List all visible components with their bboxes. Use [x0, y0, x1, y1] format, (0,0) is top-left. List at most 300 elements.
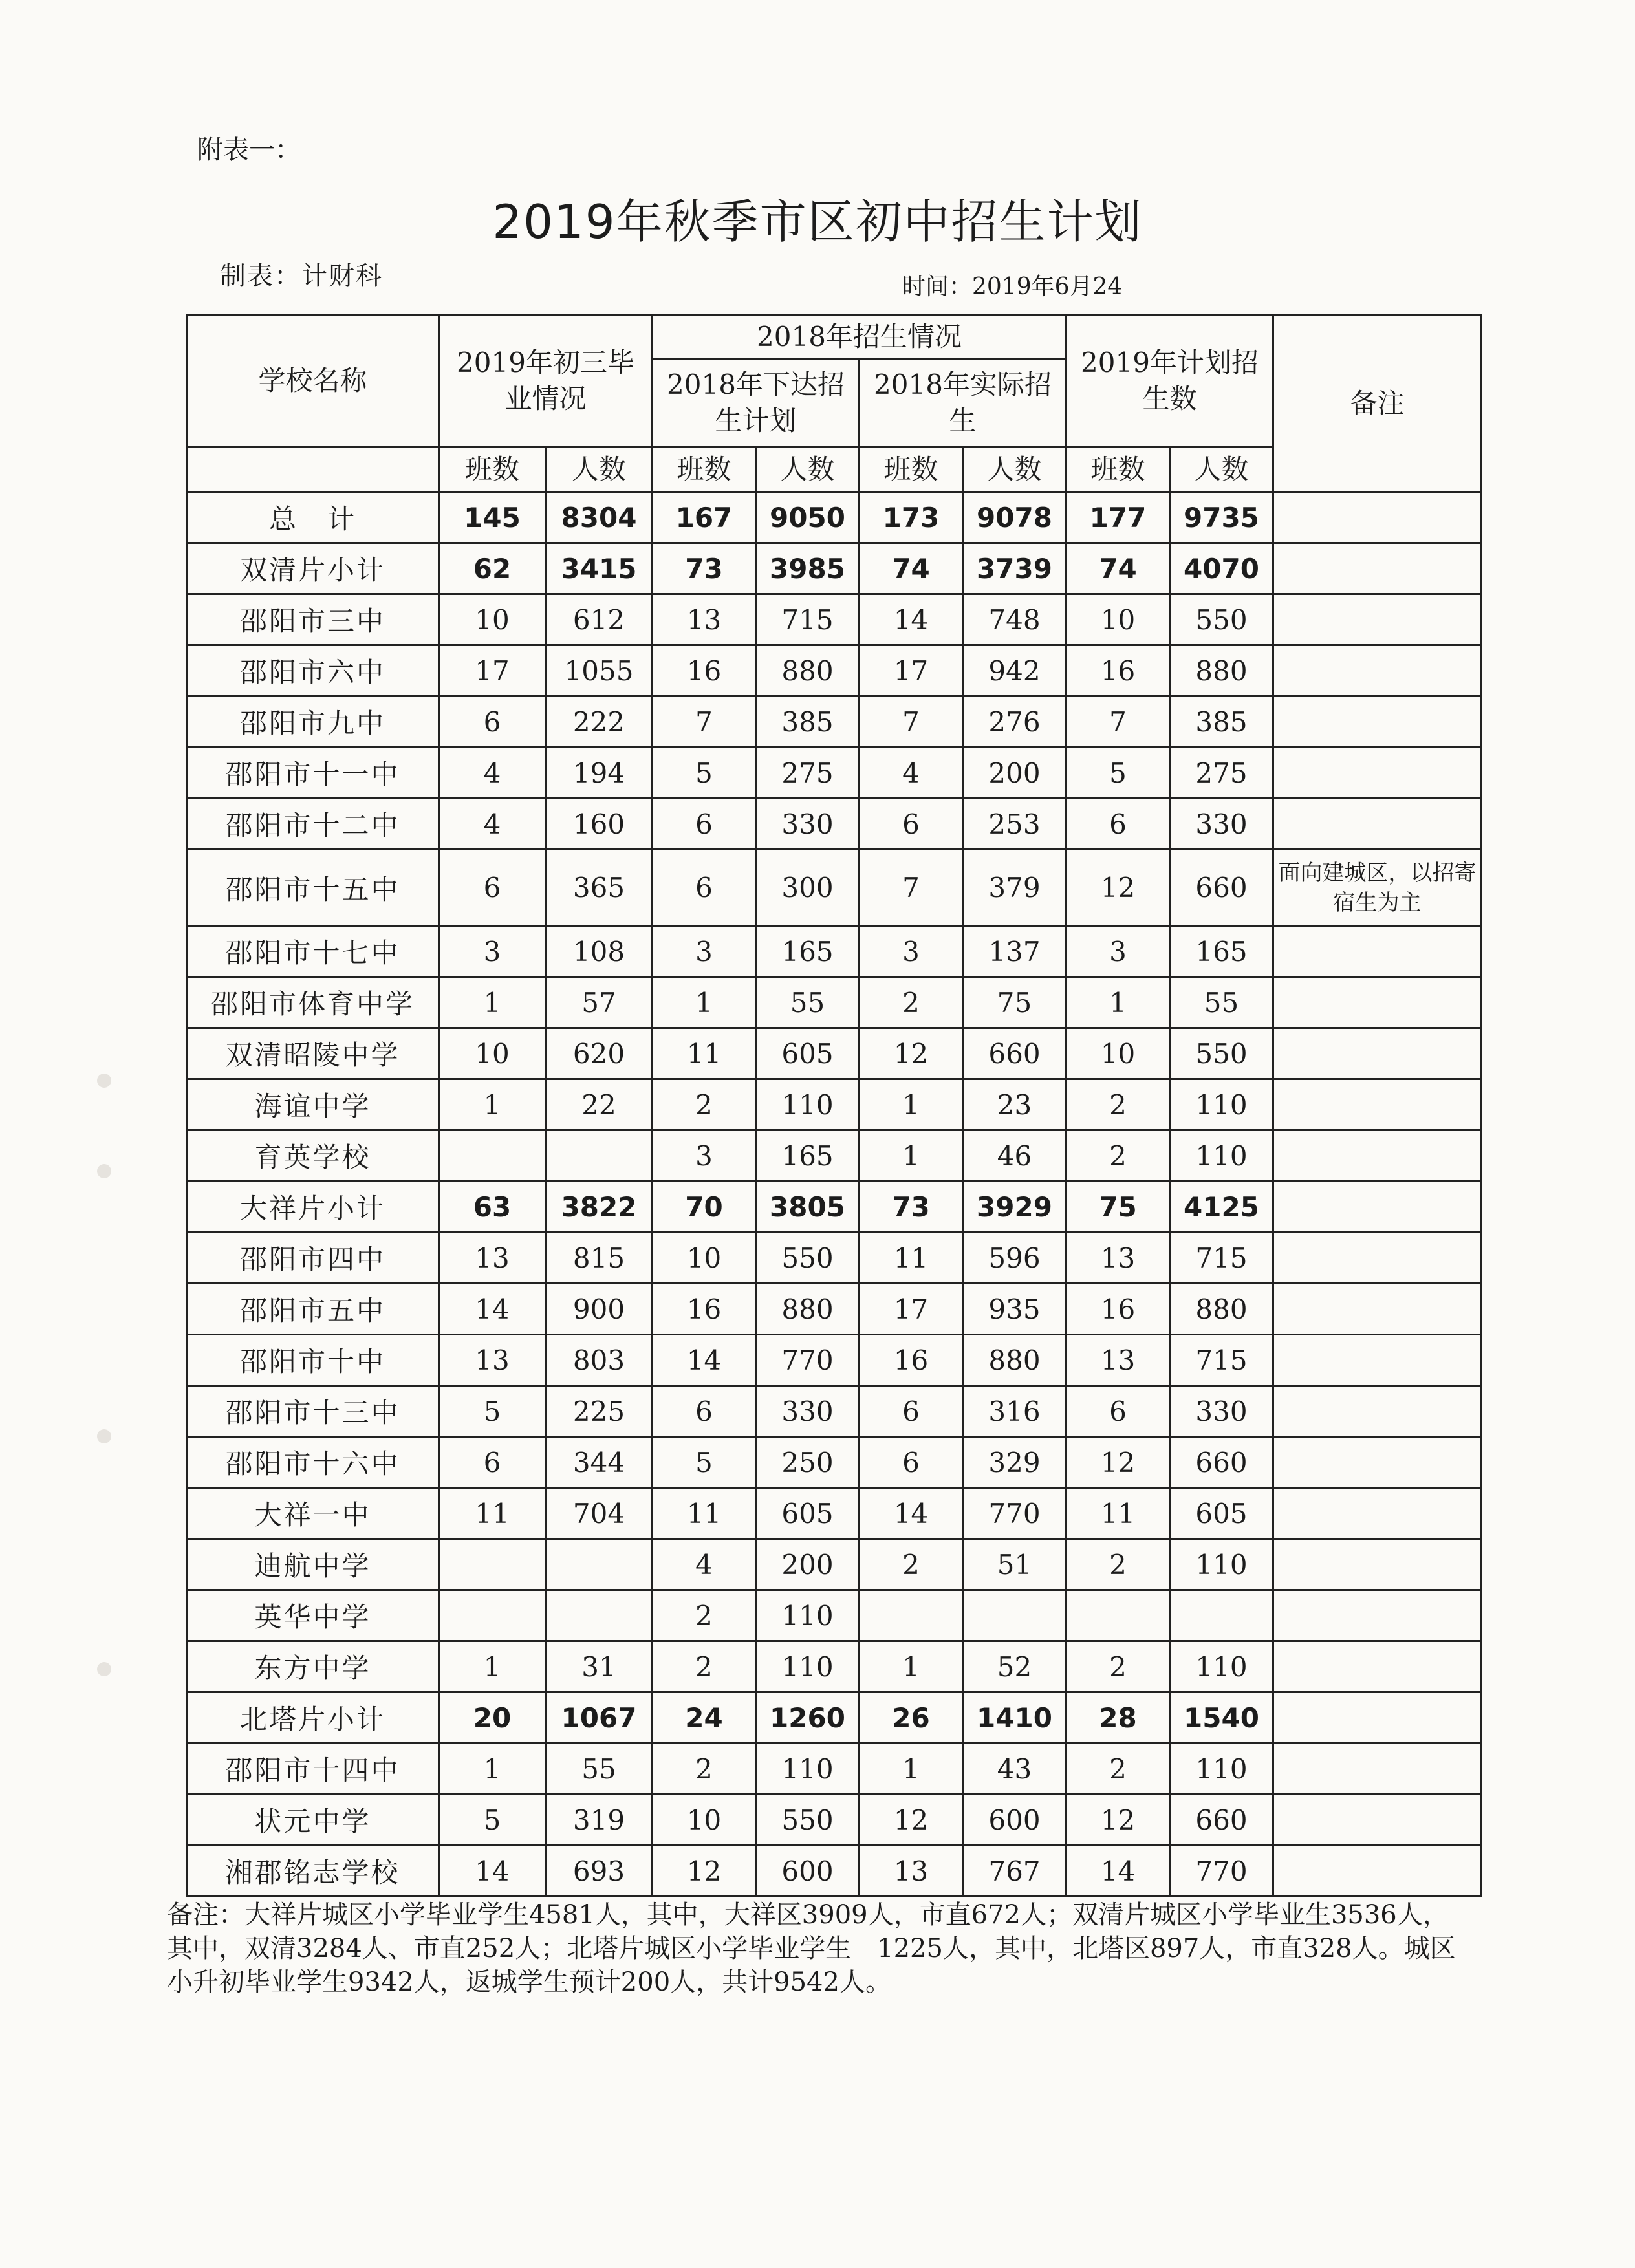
- value-cell: 6: [439, 850, 546, 926]
- value-cell: 6: [653, 850, 756, 926]
- value-cell: 194: [546, 748, 653, 799]
- total-row: [187, 492, 1482, 543]
- value-cell: 385: [756, 697, 860, 748]
- value-cell: 5: [1067, 748, 1170, 799]
- value-cell: 2: [1067, 1539, 1170, 1590]
- note-cell: [1273, 1335, 1482, 1386]
- value-cell: 10: [653, 1233, 756, 1284]
- value-cell: 200: [963, 748, 1067, 799]
- value-cell: 14: [439, 1284, 546, 1335]
- value-cell: 2: [653, 1079, 756, 1130]
- school-name-cell: 总 计: [187, 492, 439, 543]
- value-cell: 4070: [1170, 543, 1273, 594]
- subheader-people: 人数: [546, 447, 653, 492]
- table-row: [187, 1335, 1482, 1386]
- value-cell: 770: [1170, 1846, 1273, 1897]
- value-cell: 14: [860, 1488, 963, 1539]
- value-cell: 73: [860, 1182, 963, 1233]
- note-cell: [1273, 1386, 1482, 1437]
- value-cell: 550: [1170, 1028, 1273, 1079]
- subheader-classes: 班数: [1067, 447, 1170, 492]
- value-cell: 13: [860, 1846, 963, 1897]
- value-cell: 3805: [756, 1182, 860, 1233]
- value-cell: 110: [1170, 1130, 1273, 1182]
- value-cell: 165: [1170, 926, 1273, 977]
- value-cell: 110: [756, 1590, 860, 1641]
- value-cell: 6: [1067, 799, 1170, 850]
- value-cell: 550: [756, 1233, 860, 1284]
- school-name-cell: 湘郡铭志学校: [187, 1846, 439, 1897]
- value-cell: 13: [439, 1233, 546, 1284]
- note-cell: [1273, 1590, 1482, 1641]
- value-cell: 276: [963, 697, 1067, 748]
- table-row: [187, 748, 1482, 799]
- school-name-cell: 状元中学: [187, 1795, 439, 1846]
- value-cell: 2: [1067, 1744, 1170, 1795]
- value-cell: [1170, 1590, 1273, 1641]
- value-cell: 2: [1067, 1130, 1170, 1182]
- value-cell: 1: [860, 1641, 963, 1692]
- school-name-cell: 邵阳市五中: [187, 1284, 439, 1335]
- value-cell: 1260: [756, 1692, 860, 1744]
- punch-hole-mark: [97, 1662, 111, 1676]
- value-cell: 62: [439, 543, 546, 594]
- value-cell: 5: [653, 748, 756, 799]
- table-row: [187, 977, 1482, 1028]
- value-cell: 9078: [963, 492, 1067, 543]
- page-title: 2019年秋季市区初中招生计划: [492, 195, 1143, 249]
- value-cell: 6: [860, 799, 963, 850]
- value-cell: 715: [756, 594, 860, 645]
- note-cell: [1273, 645, 1482, 697]
- value-cell: 330: [756, 799, 860, 850]
- table-row: [187, 1795, 1482, 1846]
- value-cell: 9735: [1170, 492, 1273, 543]
- school-name-cell: 双清片小计: [187, 543, 439, 594]
- value-cell: 222: [546, 697, 653, 748]
- value-cell: 2: [1067, 1079, 1170, 1130]
- value-cell: 46: [963, 1130, 1067, 1182]
- value-cell: 935: [963, 1284, 1067, 1335]
- header-school-name: 学校名称: [187, 315, 439, 447]
- value-cell: 63: [439, 1182, 546, 1233]
- table-row: [187, 697, 1482, 748]
- value-cell: 11: [439, 1488, 546, 1539]
- value-cell: 7: [860, 850, 963, 926]
- school-name-cell: 育英学校: [187, 1130, 439, 1182]
- note-cell: [1273, 594, 1482, 645]
- school-name-cell: 邵阳市十七中: [187, 926, 439, 977]
- value-cell: 880: [756, 1284, 860, 1335]
- value-cell: 6: [653, 799, 756, 850]
- value-cell: 55: [1170, 977, 1273, 1028]
- value-cell: 942: [963, 645, 1067, 697]
- note-cell: [1273, 697, 1482, 748]
- note-cell: [1273, 1130, 1482, 1182]
- school-name-cell: 双清昭陵中学: [187, 1028, 439, 1079]
- value-cell: 4: [439, 799, 546, 850]
- value-cell: 704: [546, 1488, 653, 1539]
- value-cell: 16: [653, 1284, 756, 1335]
- value-cell: 715: [1170, 1335, 1273, 1386]
- school-name-cell: 邵阳市十五中: [187, 850, 439, 926]
- value-cell: 5: [439, 1386, 546, 1437]
- school-name-cell: 邵阳市十一中: [187, 748, 439, 799]
- value-cell: 379: [963, 850, 1067, 926]
- value-cell: 330: [1170, 1386, 1273, 1437]
- value-cell: 57: [546, 977, 653, 1028]
- value-cell: 145: [439, 492, 546, 543]
- value-cell: 1410: [963, 1692, 1067, 1744]
- punch-hole-mark: [97, 1429, 111, 1443]
- note-cell: [1273, 1488, 1482, 1539]
- value-cell: 11: [653, 1028, 756, 1079]
- subtotal-row: [187, 1182, 1482, 1233]
- value-cell: 14: [860, 594, 963, 645]
- value-cell: 715: [1170, 1233, 1273, 1284]
- value-cell: 3: [860, 926, 963, 977]
- value-cell: 1: [439, 1744, 546, 1795]
- value-cell: 550: [1170, 594, 1273, 645]
- value-cell: 12: [860, 1795, 963, 1846]
- header-blank: [187, 447, 439, 492]
- note-cell: [1273, 1437, 1482, 1488]
- value-cell: 17: [439, 645, 546, 697]
- value-cell: 253: [963, 799, 1067, 850]
- value-cell: [439, 1130, 546, 1182]
- value-cell: 160: [546, 799, 653, 850]
- table-row: [187, 799, 1482, 850]
- table-row: [187, 1437, 1482, 1488]
- value-cell: 7: [653, 697, 756, 748]
- punch-hole-mark: [97, 1164, 111, 1178]
- table-row: [187, 1539, 1482, 1590]
- value-cell: 16: [860, 1335, 963, 1386]
- header-2018-actual: 2018年实际招生: [860, 359, 1067, 447]
- value-cell: 2: [653, 1744, 756, 1795]
- value-cell: 620: [546, 1028, 653, 1079]
- value-cell: 9050: [756, 492, 860, 543]
- note-cell: [1273, 1744, 1482, 1795]
- value-cell: 767: [963, 1846, 1067, 1897]
- value-cell: 6: [439, 697, 546, 748]
- value-cell: 1055: [546, 645, 653, 697]
- value-cell: 1: [439, 977, 546, 1028]
- value-cell: 165: [756, 926, 860, 977]
- value-cell: 200: [756, 1539, 860, 1590]
- school-name-cell: 大祥一中: [187, 1488, 439, 1539]
- value-cell: 14: [653, 1335, 756, 1386]
- value-cell: 275: [1170, 748, 1273, 799]
- table-maker: 制表：计财科: [220, 261, 383, 291]
- table-row: [187, 1590, 1482, 1641]
- value-cell: 275: [756, 748, 860, 799]
- value-cell: 880: [1170, 645, 1273, 697]
- value-cell: 344: [546, 1437, 653, 1488]
- value-cell: 13: [653, 594, 756, 645]
- note-cell: [1273, 1079, 1482, 1130]
- value-cell: 10: [653, 1795, 756, 1846]
- value-cell: 1: [860, 1079, 963, 1130]
- table-row: [187, 1744, 1482, 1795]
- value-cell: 6: [860, 1437, 963, 1488]
- value-cell: 14: [439, 1846, 546, 1897]
- value-cell: 16: [1067, 645, 1170, 697]
- value-cell: 16: [653, 645, 756, 697]
- value-cell: 4125: [1170, 1182, 1273, 1233]
- footnote: 备注：大祥片城区小学毕业学生4581人，其中，大祥区3909人，市直672人；双清片城区小学毕业生3536人，其中，双清3284人、市直252人；北塔片城区小学毕业学生 1225人，其中，北塔区897人，市直328人。城区小升初毕业学生9342人，返城学生预计200人，共计9542人。: [167, 1900, 1456, 1997]
- value-cell: [439, 1590, 546, 1641]
- subtotal-row: [187, 543, 1482, 594]
- school-name-cell: 英华中学: [187, 1590, 439, 1641]
- subheader-people: 人数: [963, 447, 1067, 492]
- value-cell: 4: [860, 748, 963, 799]
- value-cell: 3739: [963, 543, 1067, 594]
- value-cell: 1: [1067, 977, 1170, 1028]
- value-cell: 6: [1067, 1386, 1170, 1437]
- value-cell: 70: [653, 1182, 756, 1233]
- value-cell: 3415: [546, 543, 653, 594]
- value-cell: 165: [756, 1130, 860, 1182]
- value-cell: 600: [963, 1795, 1067, 1846]
- value-cell: 693: [546, 1846, 653, 1897]
- value-cell: 12: [1067, 850, 1170, 926]
- value-cell: 3: [653, 926, 756, 977]
- value-cell: [860, 1590, 963, 1641]
- value-cell: 13: [1067, 1233, 1170, 1284]
- school-name-cell: 海谊中学: [187, 1079, 439, 1130]
- value-cell: 225: [546, 1386, 653, 1437]
- value-cell: 173: [860, 492, 963, 543]
- value-cell: 1: [860, 1130, 963, 1182]
- value-cell: 12: [1067, 1437, 1170, 1488]
- school-name-cell: 邵阳市十二中: [187, 799, 439, 850]
- note-cell: [1273, 926, 1482, 977]
- value-cell: 73: [653, 543, 756, 594]
- value-cell: 3822: [546, 1182, 653, 1233]
- value-cell: 3929: [963, 1182, 1067, 1233]
- subtotal-row: [187, 1692, 1482, 1744]
- value-cell: 110: [756, 1744, 860, 1795]
- note-cell: [1273, 748, 1482, 799]
- table-row: [187, 1488, 1482, 1539]
- school-name-cell: 邵阳市十四中: [187, 1744, 439, 1795]
- note-cell: [1273, 543, 1482, 594]
- note-cell: [1273, 1233, 1482, 1284]
- value-cell: 55: [756, 977, 860, 1028]
- value-cell: 8304: [546, 492, 653, 543]
- value-cell: 110: [756, 1641, 860, 1692]
- value-cell: 11: [1067, 1488, 1170, 1539]
- value-cell: 10: [439, 1028, 546, 1079]
- value-cell: 660: [963, 1028, 1067, 1079]
- value-cell: 330: [756, 1386, 860, 1437]
- school-name-cell: 邵阳市十中: [187, 1335, 439, 1386]
- value-cell: 2: [653, 1590, 756, 1641]
- value-cell: 770: [756, 1335, 860, 1386]
- value-cell: 1: [653, 977, 756, 1028]
- value-cell: 75: [963, 977, 1067, 1028]
- value-cell: 550: [756, 1795, 860, 1846]
- value-cell: 770: [963, 1488, 1067, 1539]
- value-cell: 300: [756, 850, 860, 926]
- school-name-cell: 邵阳市三中: [187, 594, 439, 645]
- attachment-label: 附表一：: [197, 135, 301, 165]
- header-2019-plan: 2019年计划招生数: [1067, 315, 1273, 447]
- value-cell: 17: [860, 1284, 963, 1335]
- note-cell: [1273, 977, 1482, 1028]
- note-cell: [1273, 1028, 1482, 1079]
- value-cell: 110: [1170, 1641, 1273, 1692]
- header-note: 备注: [1273, 315, 1482, 492]
- header-2019-graduates: 2019年初三毕业情况: [439, 315, 653, 447]
- value-cell: 5: [653, 1437, 756, 1488]
- school-name-cell: 邵阳市四中: [187, 1233, 439, 1284]
- value-cell: 2: [653, 1641, 756, 1692]
- value-cell: 10: [1067, 594, 1170, 645]
- enrollment-plan-table: [186, 314, 1482, 1897]
- value-cell: 23: [963, 1079, 1067, 1130]
- note-cell: [1273, 492, 1482, 543]
- school-name-cell: 迪航中学: [187, 1539, 439, 1590]
- value-cell: 605: [1170, 1488, 1273, 1539]
- value-cell: 43: [963, 1744, 1067, 1795]
- value-cell: 660: [1170, 1437, 1273, 1488]
- table-row: [187, 1028, 1482, 1079]
- note-cell: [1273, 1539, 1482, 1590]
- value-cell: 28: [1067, 1692, 1170, 1744]
- school-name-cell: 东方中学: [187, 1641, 439, 1692]
- value-cell: 137: [963, 926, 1067, 977]
- value-cell: 110: [756, 1079, 860, 1130]
- note-cell: [1273, 1846, 1482, 1897]
- value-cell: 3: [439, 926, 546, 977]
- value-cell: 319: [546, 1795, 653, 1846]
- table-row: [187, 645, 1482, 697]
- value-cell: 803: [546, 1335, 653, 1386]
- value-cell: 316: [963, 1386, 1067, 1437]
- note-cell: [1273, 1641, 1482, 1692]
- table-row: [187, 1386, 1482, 1437]
- value-cell: 17: [860, 645, 963, 697]
- value-cell: 5: [439, 1795, 546, 1846]
- header-2018-issued-plan: 2018年下达招生计划: [653, 359, 860, 447]
- value-cell: 3985: [756, 543, 860, 594]
- value-cell: 110: [1170, 1079, 1273, 1130]
- value-cell: 108: [546, 926, 653, 977]
- value-cell: 385: [1170, 697, 1273, 748]
- value-cell: 4: [439, 748, 546, 799]
- value-cell: 10: [1067, 1028, 1170, 1079]
- value-cell: 75: [1067, 1182, 1170, 1233]
- table-row: [187, 1284, 1482, 1335]
- value-cell: 12: [653, 1846, 756, 1897]
- value-cell: 13: [1067, 1335, 1170, 1386]
- note-cell: [1273, 1284, 1482, 1335]
- value-cell: 177: [1067, 492, 1170, 543]
- subheader-classes: 班数: [439, 447, 546, 492]
- value-cell: 1: [439, 1079, 546, 1130]
- school-name-cell: 北塔片小计: [187, 1692, 439, 1744]
- table-row: [187, 1641, 1482, 1692]
- value-cell: [546, 1539, 653, 1590]
- value-cell: 612: [546, 594, 653, 645]
- value-cell: 1: [860, 1744, 963, 1795]
- value-cell: 20: [439, 1692, 546, 1744]
- value-cell: 52: [963, 1641, 1067, 1692]
- value-cell: 11: [860, 1233, 963, 1284]
- value-cell: 12: [860, 1028, 963, 1079]
- value-cell: 1540: [1170, 1692, 1273, 1744]
- value-cell: 26: [860, 1692, 963, 1744]
- value-cell: 2: [860, 1539, 963, 1590]
- value-cell: 900: [546, 1284, 653, 1335]
- value-cell: 110: [1170, 1744, 1273, 1795]
- table-row: [187, 1130, 1482, 1182]
- value-cell: 3: [653, 1130, 756, 1182]
- value-cell: 55: [546, 1744, 653, 1795]
- value-cell: [1067, 1590, 1170, 1641]
- value-cell: [963, 1590, 1067, 1641]
- value-cell: 815: [546, 1233, 653, 1284]
- value-cell: 365: [546, 850, 653, 926]
- value-cell: 880: [756, 645, 860, 697]
- value-cell: 7: [1067, 697, 1170, 748]
- school-name-cell: 邵阳市十三中: [187, 1386, 439, 1437]
- table-row: [187, 594, 1482, 645]
- value-cell: 74: [1067, 543, 1170, 594]
- subheader-classes: 班数: [653, 447, 756, 492]
- subheader-people: 人数: [756, 447, 860, 492]
- header-2018-enrollment: 2018年招生情况: [653, 315, 1067, 359]
- value-cell: 3: [1067, 926, 1170, 977]
- value-cell: 880: [1170, 1284, 1273, 1335]
- value-cell: 748: [963, 594, 1067, 645]
- punch-hole-mark: [97, 1074, 111, 1088]
- value-cell: 16: [1067, 1284, 1170, 1335]
- value-cell: 660: [1170, 1795, 1273, 1846]
- table-row: [187, 926, 1482, 977]
- table-row: [187, 1079, 1482, 1130]
- value-cell: 6: [860, 1386, 963, 1437]
- value-cell: 329: [963, 1437, 1067, 1488]
- subheader-classes: 班数: [860, 447, 963, 492]
- school-name-cell: 邵阳市体育中学: [187, 977, 439, 1028]
- value-cell: 6: [439, 1437, 546, 1488]
- value-cell: 10: [439, 594, 546, 645]
- table-row: [187, 1233, 1482, 1284]
- value-cell: 4: [653, 1539, 756, 1590]
- note-cell: 面向建城区，以招寄宿生为主: [1273, 850, 1482, 926]
- value-cell: 1: [439, 1641, 546, 1692]
- value-cell: 250: [756, 1437, 860, 1488]
- value-cell: 330: [1170, 799, 1273, 850]
- school-name-cell: 邵阳市九中: [187, 697, 439, 748]
- value-cell: 6: [653, 1386, 756, 1437]
- value-cell: [439, 1539, 546, 1590]
- value-cell: 596: [963, 1233, 1067, 1284]
- school-name-cell: 邵阳市六中: [187, 645, 439, 697]
- note-cell: [1273, 1692, 1482, 1744]
- value-cell: 2: [1067, 1641, 1170, 1692]
- value-cell: 605: [756, 1488, 860, 1539]
- value-cell: 2: [860, 977, 963, 1028]
- value-cell: 600: [756, 1846, 860, 1897]
- value-cell: [546, 1130, 653, 1182]
- table-row: [187, 850, 1482, 926]
- value-cell: 22: [546, 1079, 653, 1130]
- value-cell: 11: [653, 1488, 756, 1539]
